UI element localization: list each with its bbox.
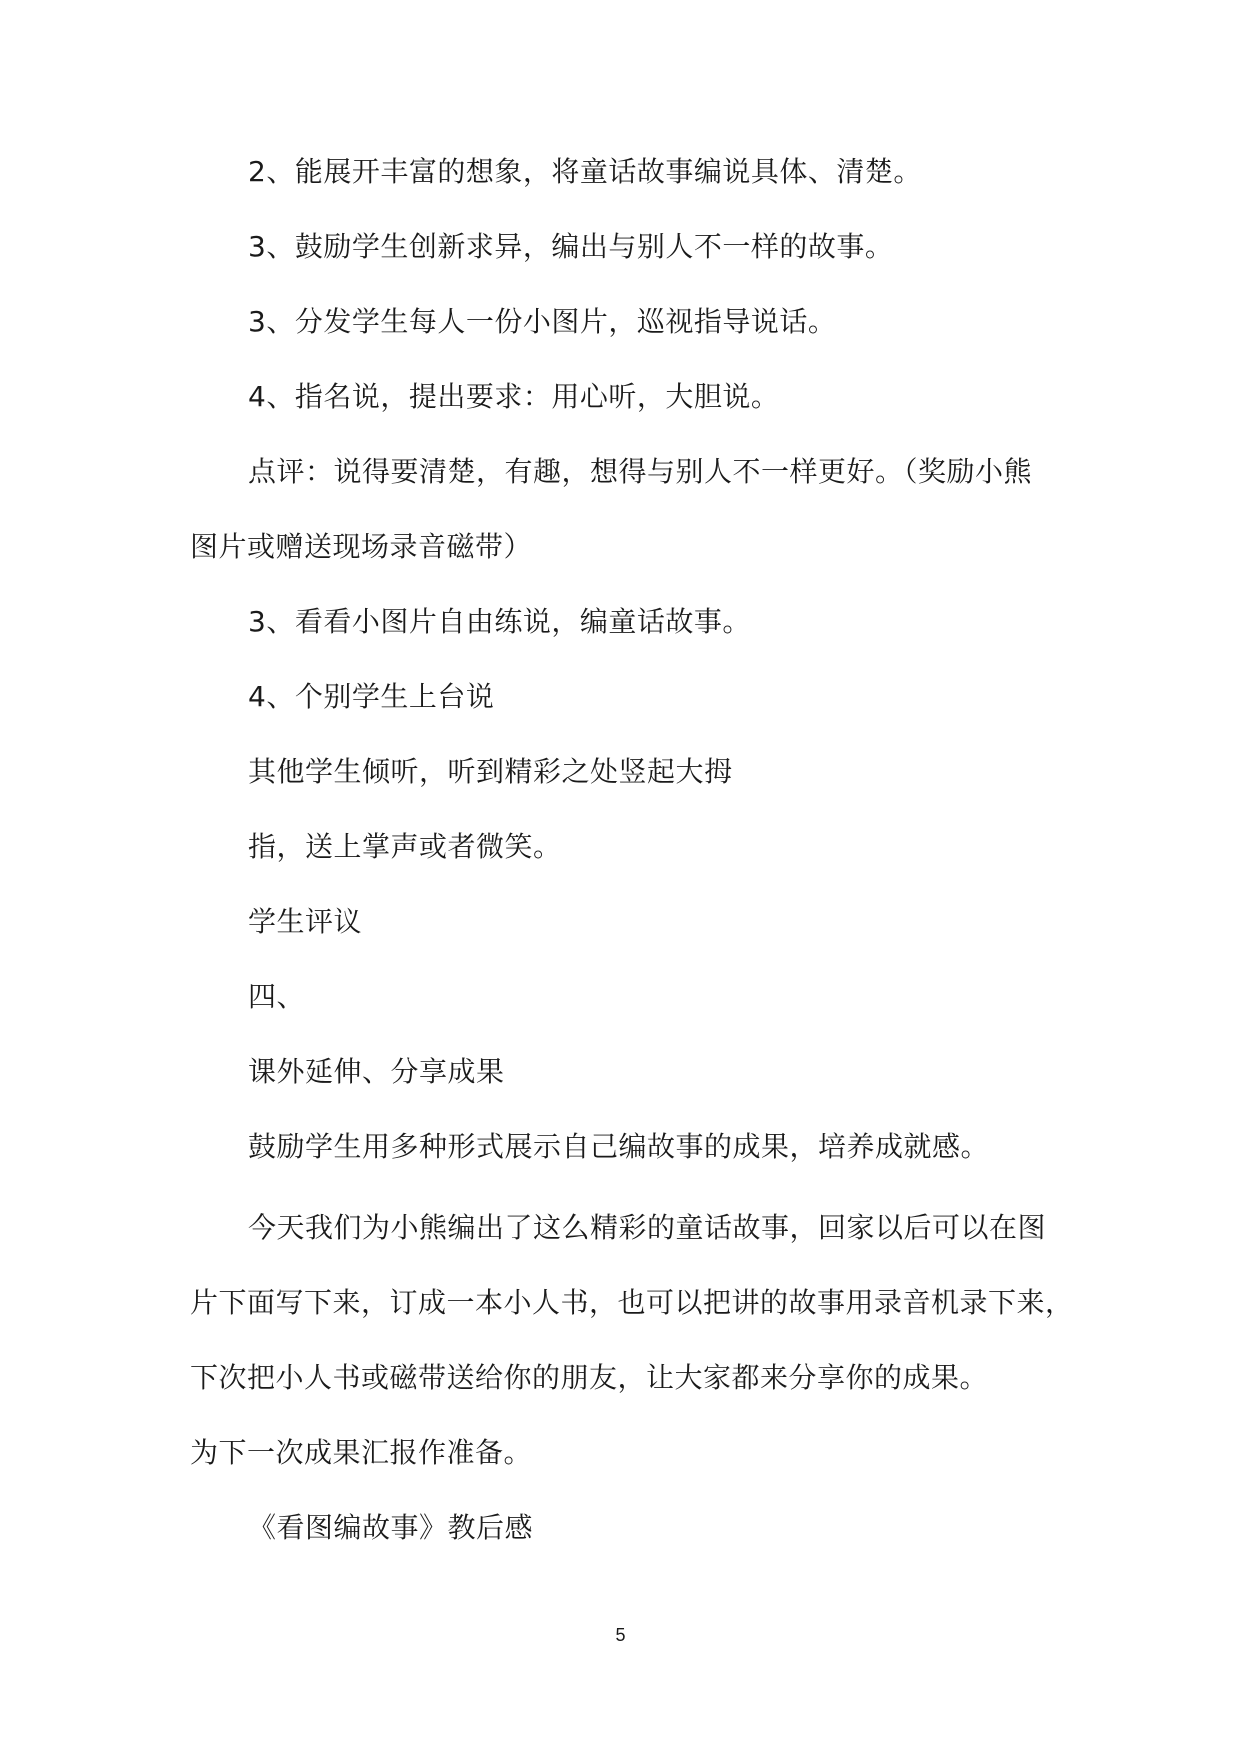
text-line: 图片或赠送现场录音磁带）	[190, 530, 533, 563]
text-line: 4、指名说，提出要求：用心听，大胆说。	[248, 380, 780, 413]
section-heading: 四、	[248, 980, 306, 1013]
text-line: 3、分发学生每人一份小图片，巡视指导说话。	[248, 305, 837, 338]
text-line: 下次把小人书或磁带送给你的朋友，让大家都来分享你的成果。	[190, 1361, 989, 1394]
page-number: 5	[615, 1625, 626, 1645]
text-line: 《看图编故事》教后感	[248, 1511, 534, 1544]
text-line: 鼓励学生用多种形式展示自己编故事的成果，培养成就感。	[248, 1130, 990, 1163]
text-line: 4、个别学生上台说	[248, 680, 495, 713]
text-line: 片下面写下来，订成一本小人书，也可以把讲的故事用录音机录下来，	[190, 1286, 1074, 1319]
text-line: 为下一次成果汇报作准备。	[190, 1436, 533, 1469]
text-line: 指，送上掌声或者微笑。	[248, 830, 562, 863]
text-line: 课外延伸、分享成果	[248, 1055, 505, 1088]
text-line: 3、鼓励学生创新求异，编出与别人不一样的故事。	[248, 230, 894, 263]
text-line: 点评：说得要清楚，有趣，想得与别人不一样更好。（奖励小熊	[248, 455, 1033, 488]
text-line: 学生评议	[248, 905, 363, 938]
text-line: 其他学生倾听，听到精彩之处竖起大拇	[248, 755, 733, 788]
text-line: 2、能展开丰富的想象，将童话故事编说具体、清楚。	[248, 155, 922, 188]
text-line: 3、看看小图片自由练说，编童话故事。	[248, 605, 751, 638]
text-line: 今天我们为小熊编出了这么精彩的童话故事，回家以后可以在图	[248, 1211, 1047, 1244]
